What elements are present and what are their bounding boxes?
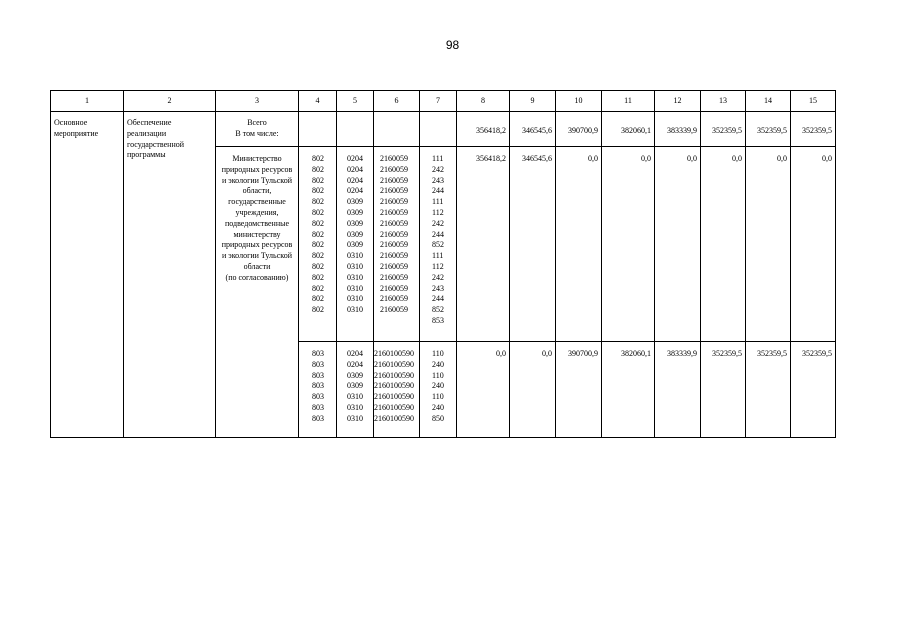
ministry-codes (299, 147, 336, 316)
code-line: 2160059 (380, 207, 408, 217)
value-cell (746, 342, 791, 438)
column-header-13: 13 (701, 91, 746, 112)
code-line: 2160059 (380, 261, 408, 271)
code-line: 0309 (347, 218, 363, 228)
code-line: 2160059 (380, 240, 408, 250)
column-header-8: 8 (457, 91, 510, 112)
target-codes (374, 147, 419, 316)
section-codes (337, 147, 373, 316)
column-header-2: 2 (124, 91, 216, 112)
code-line: 803 (312, 402, 324, 412)
code-line: 802 (312, 294, 324, 304)
code-line: 2160059 (380, 305, 408, 315)
code-line: 803 (312, 413, 324, 423)
empty-cell (337, 112, 374, 147)
column-header-9: 9 (510, 91, 556, 112)
code-line: 802 (312, 229, 324, 239)
value-cell (602, 112, 655, 147)
value-cell (655, 147, 701, 342)
target-codes (374, 342, 419, 425)
code-line: 2160059 (380, 175, 408, 185)
column-header-6: 6 (374, 91, 420, 112)
code-line: 802 (312, 251, 324, 261)
header-row (51, 91, 836, 112)
value: 390700,9 (568, 126, 598, 135)
value-cell (791, 342, 836, 438)
column-header-11: 11 (602, 91, 655, 112)
empty-cell (299, 112, 337, 147)
value-cell (701, 342, 746, 438)
code-line: 803 (312, 349, 324, 358)
code-line: 240 (432, 402, 444, 412)
code-line: 802 (312, 240, 324, 250)
code-line: 110 (432, 392, 444, 402)
code-line: 2160100590 (374, 349, 414, 358)
value: 383339,9 (667, 349, 697, 358)
value-cell (701, 112, 746, 147)
empty-cell (420, 112, 457, 147)
code-cell (299, 147, 337, 342)
column-header-14: 14 (746, 91, 791, 112)
code-cell (374, 342, 420, 438)
code-line: 240 (432, 359, 444, 369)
code-line: 0204 (347, 359, 363, 369)
activity-name: Обеспечение реализации государственной программы (127, 118, 185, 160)
code-line: 0310 (347, 272, 363, 282)
code-line: 110 (432, 370, 444, 380)
code-cell (374, 147, 420, 342)
column-header-7: 7 (420, 91, 457, 112)
code-line: 242 (432, 164, 444, 174)
value: 352359,5 (802, 126, 832, 135)
code-line: 0309 (347, 197, 363, 207)
value: 346545,6 (522, 154, 552, 163)
value-cell (457, 147, 510, 342)
value-cell (655, 342, 701, 438)
value: 346545,6 (522, 126, 552, 135)
value-cell (457, 112, 510, 147)
code-line: 2160100590 (374, 402, 414, 412)
expense-codes (420, 147, 456, 327)
value-cell (701, 147, 746, 342)
code-line: 0204 (347, 349, 363, 358)
code-line: 0204 (347, 154, 363, 163)
code-cell (337, 342, 374, 438)
empty-cell (374, 112, 420, 147)
page-number: 98 (445, 38, 460, 52)
value: 0,0 (542, 349, 552, 358)
code-line: 2160059 (380, 218, 408, 228)
code-line: 244 (432, 229, 444, 239)
activity-type: Основное мероприятие (54, 118, 99, 138)
code-line: 802 (312, 186, 324, 196)
value-cell (556, 342, 602, 438)
code-line: 802 (312, 197, 324, 207)
value: 0,0 (641, 154, 651, 163)
value: 0,0 (588, 154, 598, 163)
code-line: 0309 (347, 207, 363, 217)
value: 352359,5 (757, 126, 787, 135)
value-cell (746, 112, 791, 147)
code-line: 2160059 (380, 229, 408, 239)
code-line: 111 (432, 251, 444, 261)
executor-cell (216, 147, 299, 438)
code-line: 2160100590 (374, 359, 414, 369)
total-label-cell (216, 112, 299, 147)
code-line: 802 (312, 261, 324, 271)
code-line: 803 (312, 381, 324, 391)
code-line: 852 (432, 240, 444, 250)
value-cell (457, 342, 510, 438)
code-line: 803 (312, 392, 324, 402)
code-line: 802 (312, 305, 324, 315)
code-line: 0310 (347, 305, 363, 315)
code-line: 802 (312, 164, 324, 174)
value: 352359,5 (802, 349, 832, 358)
code-line: 852 (432, 305, 444, 315)
budget-table (50, 90, 836, 438)
code-line: 802 (312, 272, 324, 282)
activity-name-cell (124, 112, 216, 438)
code-line: 0309 (347, 370, 363, 380)
code-line: 0310 (347, 413, 363, 423)
code-cell (299, 342, 337, 438)
value-cell (791, 147, 836, 342)
code-cell (420, 147, 457, 342)
code-line: 244 (432, 186, 444, 196)
value: 383339,9 (667, 126, 697, 135)
table-row-total (51, 112, 836, 147)
value: 0,0 (687, 154, 697, 163)
value: 352359,5 (712, 126, 742, 135)
value: 0,0 (732, 154, 742, 163)
value: 382060,1 (621, 126, 651, 135)
code-line: 802 (312, 175, 324, 185)
value: 356418,2 (476, 154, 506, 163)
code-line: 242 (432, 272, 444, 282)
executor-name: Министерство природных ресурсов и экологии Тульской области, государственные учреждения, подведомственные министерству природных ресурсов и экологии Тульской области (по согласованию) (221, 154, 293, 282)
code-line: 0310 (347, 261, 363, 271)
code-line: 0204 (347, 164, 363, 174)
code-line: 0310 (347, 251, 363, 261)
column-header-10: 10 (556, 91, 602, 112)
code-line: 2160059 (380, 283, 408, 293)
value-cell (655, 112, 701, 147)
code-line: 2160059 (380, 272, 408, 282)
code-line: 0309 (347, 240, 363, 250)
total-label: Всего В том числе: (235, 118, 279, 138)
column-header-4: 4 (299, 91, 337, 112)
value-cell (602, 342, 655, 438)
code-line: 242 (432, 218, 444, 228)
code-line: 2160059 (380, 154, 408, 163)
code-line: 802 (312, 207, 324, 217)
column-header-15: 15 (791, 91, 836, 112)
code-line: 853 (432, 315, 444, 325)
value: 0,0 (822, 154, 832, 163)
code-line: 2160100590 (374, 381, 414, 391)
value-cell (510, 112, 556, 147)
code-line: 2160100590 (374, 370, 414, 380)
value: 356418,2 (476, 126, 506, 135)
code-line: 2160059 (380, 186, 408, 196)
code-line: 110 (432, 349, 444, 358)
code-line: 2160059 (380, 164, 408, 174)
code-line: 0204 (347, 175, 363, 185)
value-cell (556, 147, 602, 342)
ministry-codes (299, 342, 336, 425)
code-line: 0309 (347, 229, 363, 239)
code-cell (337, 147, 374, 342)
code-line: 0310 (347, 392, 363, 402)
column-header-3: 3 (216, 91, 299, 112)
value: 0,0 (777, 154, 787, 163)
activity-type-cell (51, 112, 124, 438)
code-line: 243 (432, 175, 444, 185)
code-line: 0310 (347, 294, 363, 304)
code-line: 802 (312, 154, 324, 163)
code-line: 2160059 (380, 251, 408, 261)
code-line: 803 (312, 370, 324, 380)
value: 352359,5 (757, 349, 787, 358)
value-cell (510, 342, 556, 438)
code-line: 112 (432, 261, 444, 271)
code-line: 111 (432, 197, 444, 207)
value-cell (791, 112, 836, 147)
column-header-1: 1 (51, 91, 124, 112)
value: 390700,9 (568, 349, 598, 358)
value: 382060,1 (621, 349, 651, 358)
value-cell (746, 147, 791, 342)
code-line: 112 (432, 207, 444, 217)
code-line: 0310 (347, 283, 363, 293)
section-codes (337, 342, 373, 425)
code-cell (420, 342, 457, 438)
expense-codes (420, 342, 456, 425)
code-line: 243 (432, 283, 444, 293)
code-line: 0310 (347, 402, 363, 412)
value: 352359,5 (712, 349, 742, 358)
code-line: 803 (312, 359, 324, 369)
value-cell (510, 147, 556, 342)
value-cell (602, 147, 655, 342)
column-header-5: 5 (337, 91, 374, 112)
value: 0,0 (496, 349, 506, 358)
code-line: 802 (312, 218, 324, 228)
code-line: 240 (432, 381, 444, 391)
code-line: 802 (312, 283, 324, 293)
code-line: 244 (432, 294, 444, 304)
code-line: 2160100590 (374, 413, 414, 423)
code-line: 111 (432, 154, 444, 163)
code-line: 850 (432, 413, 444, 423)
column-header-12: 12 (655, 91, 701, 112)
value-cell (556, 112, 602, 147)
code-line: 2160059 (380, 197, 408, 207)
code-line: 0204 (347, 186, 363, 196)
code-line: 2160059 (380, 294, 408, 304)
code-line: 0309 (347, 381, 363, 391)
code-line: 2160100590 (374, 392, 414, 402)
